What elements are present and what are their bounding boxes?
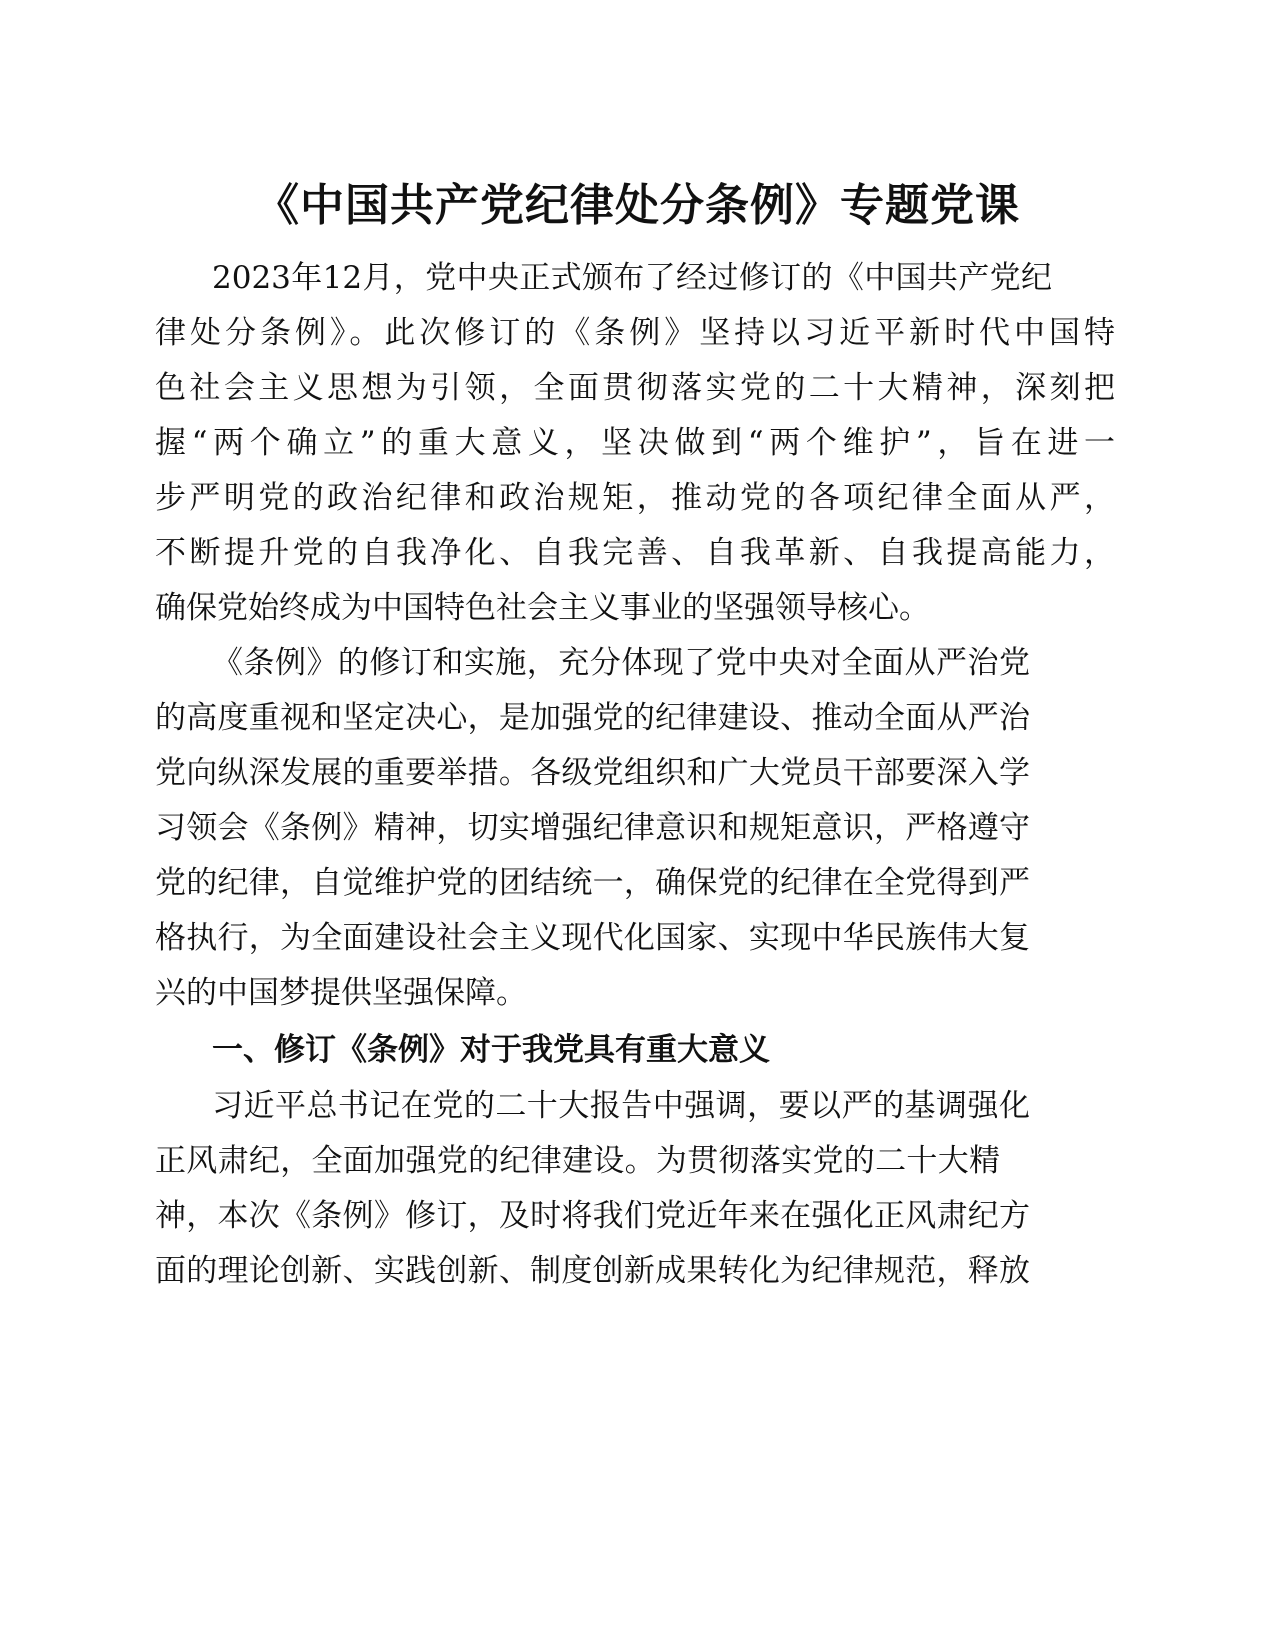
section-heading: 一、修订《条例》对于我党具有重大意义 xyxy=(212,1032,770,1068)
text-line: 党的纪律，自觉维护党的团结统一，确保党的纪律在全党得到严 xyxy=(155,865,1030,901)
text-line: 步严明党的政治纪律和政治规矩，推动党的各项纪律全面从严， xyxy=(155,480,1115,516)
text-line: 面的理论创新、实践创新、制度创新成果转化为纪律规范，释放 xyxy=(155,1253,1030,1289)
document-title: 《中国共产党纪律处分条例》专题党课 xyxy=(255,180,1020,231)
text-line: 不断提升党的自我净化、自我完善、自我革新、自我提高能力， xyxy=(155,535,1115,571)
text-line: 神，本次《条例》修订，及时将我们党近年来在强化正风肃纪方 xyxy=(155,1198,1030,1234)
text-line: 确保党始终成为中国特色社会主义事业的坚强领导核心。 xyxy=(155,590,930,626)
text-line: 正风肃纪，全面加强党的纪律建设。为贯彻落实党的二十大精 xyxy=(155,1143,1000,1179)
text-line: 格执行，为全面建设社会主义现代化国家、实现中华民族伟大复 xyxy=(155,920,1030,956)
text-line: 的高度重视和坚定决心，是加强党的纪律建设、推动全面从严治 xyxy=(155,700,1030,736)
text-line: 习领会《条例》精神，切实增强纪律意识和规矩意识，严格遵守 xyxy=(155,810,1030,846)
text-line: 党向纵深发展的重要举措。各级党组织和广大党员干部要深入学 xyxy=(155,755,1030,791)
text-line: 《条例》的修订和实施，充分体现了党中央对全面从严治党 xyxy=(212,645,1030,681)
text-line: 握“两个确立”的重大意义，坚决做到“两个维护”，旨在进一 xyxy=(155,425,1115,461)
text-line: 2023年12月，党中央正式颁布了经过修订的《中国共产党纪 xyxy=(212,260,1052,296)
text-line: 兴的中国梦提供坚强保障。 xyxy=(155,975,527,1011)
text-line: 色社会主义思想为引领，全面贯彻落实党的二十大精神，深刻把 xyxy=(155,370,1115,406)
text-line: 律处分条例》。此次修订的《条例》坚持以习近平新时代中国特 xyxy=(155,315,1115,351)
text-line: 习近平总书记在党的二十大报告中强调，要以严的基调强化 xyxy=(212,1088,1030,1124)
